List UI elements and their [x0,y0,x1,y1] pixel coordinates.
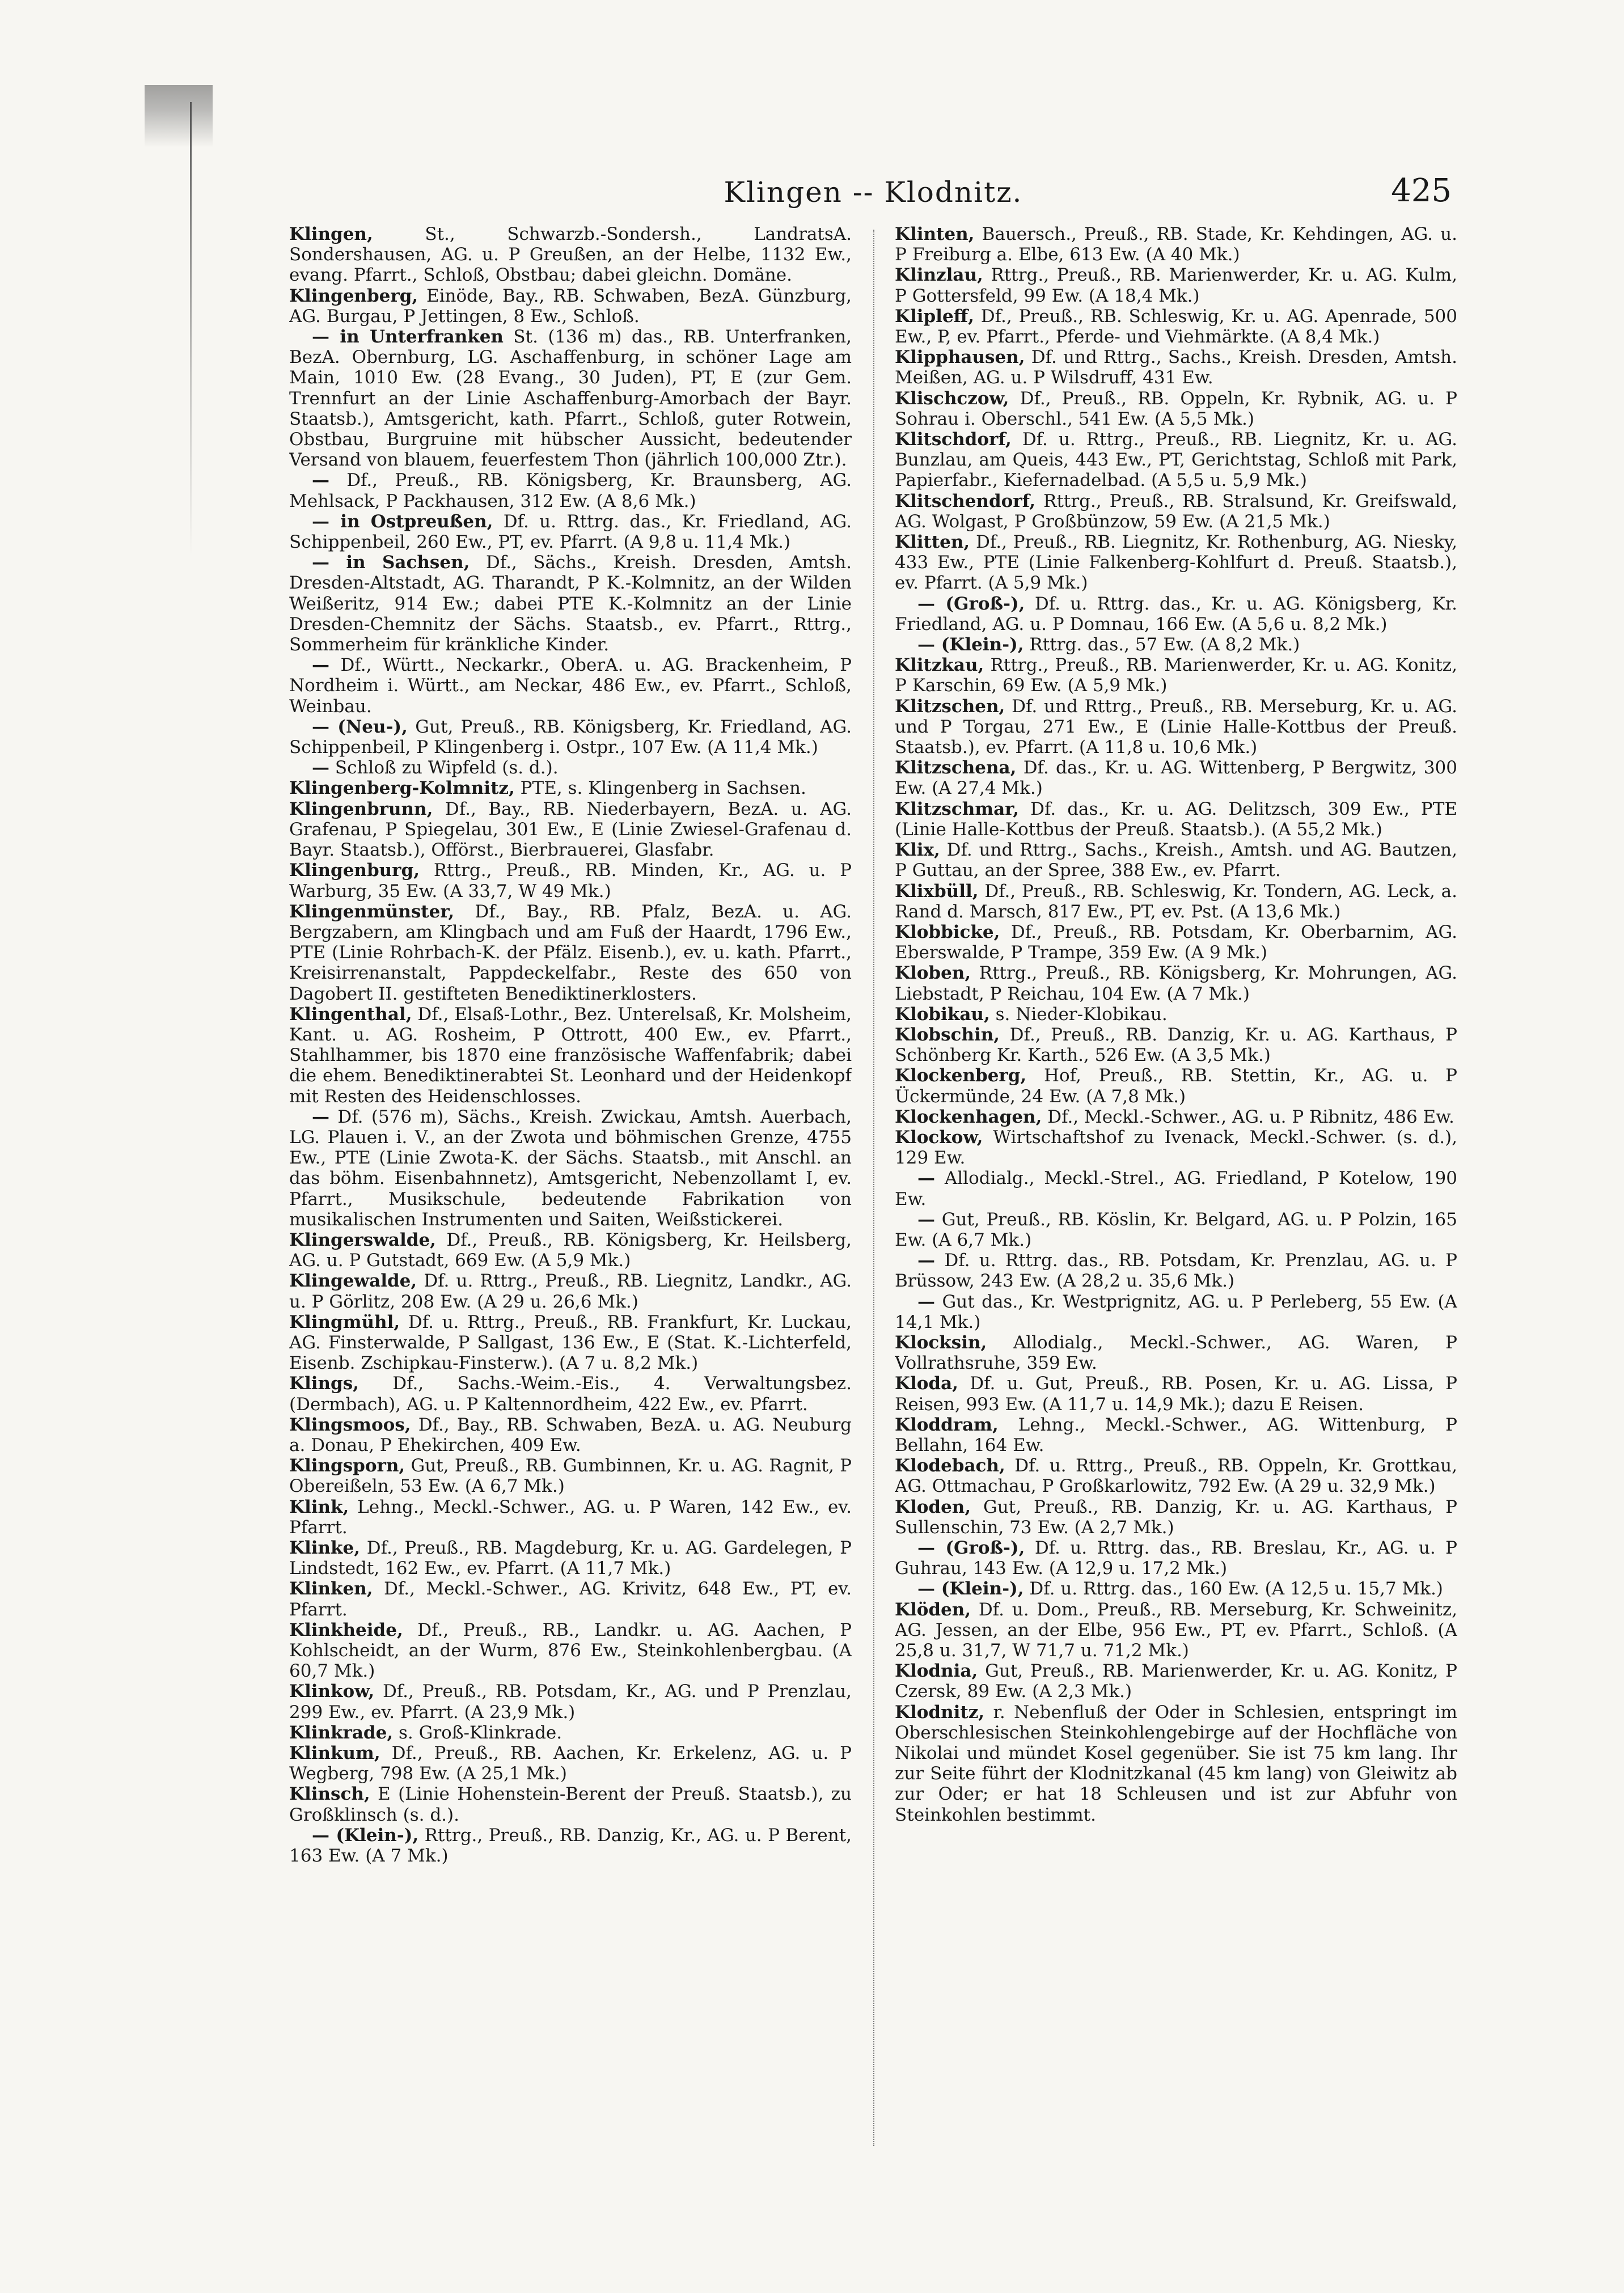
dictionary-entry [289,1825,852,1866]
entry-headword: Klöden, [895,1599,971,1620]
dictionary-entry [289,224,852,286]
entry-headword: — [917,1250,935,1271]
entry-text: Df., Preuß., RB. Aachen, Kr. Erkelenz, AG. u. P Wegberg, 798 Ew. (A 25,1 Mk.) [289,1743,852,1784]
entry-text: Df., Preuß., RB. Danzig, Kr. u. AG. Karthaus, P Schönberg Kr. Karth., 526 Ew. (A 3,5 Mk.) [895,1024,1457,1066]
entry-text: Df., Bay., RB. Schwaben, BezA. u. AG. Neuburg a. Donau, P Ehekirchen, 409 Ew. [289,1414,852,1456]
entry-text: Df. u. Dom., Preuß., RB. Merseburg, Kr. Schweinitz, AG. Jessen, an der Elbe, 956 Ew., PT, ev. Pfarrt., Schloß. (A 25,8 u. 31,7, W 71,7 u. 71,2 Mk.) [895,1599,1457,1661]
entry-text: Df., Preuß., RB. Königsberg, Kr. Braunsberg, AG. Mehlsack, P Packhausen, 312 Ew. (A 8,6 Mk.) [289,470,852,511]
dictionary-entry [895,491,1457,532]
entry-text: Df. u. Rttrg., Preuß., RB. Liegnitz, Landkr., AG. u. P Görlitz, 208 Ew. (A 29 u. 26,6 Mk.) [289,1271,852,1312]
entry-headword: Klinken, [289,1579,373,1600]
entry-text: Df. u. Rttrg. das., Kr. Friedland, AG. Schippenbeil, 260 Ew., PT, ev. Pfarrt. (A 9,8 u. 11,4 Mk.) [289,511,852,553]
page-number: 425 [1391,172,1452,209]
entry-headword: Klischczow, [895,388,1009,409]
dictionary-entry [895,1415,1457,1456]
entry-headword: Klitzkau, [895,655,984,676]
dictionary-entry [289,1538,852,1579]
entry-headword: Klingenmünster, [289,901,455,922]
entry-text: Allodialg., Meckl.-Schwer., AG. Waren, P Vollrathsruhe, 359 Ew. [895,1332,1457,1374]
entry-text: Gut das., Kr. Westprignitz, AG. u. P Perleberg, 55 Ew. (A 14,1 Mk.) [895,1291,1457,1332]
entry-text: Lehng., Meckl.-Schwer., AG. u. P Waren, 142 Ew., ev. Pfarrt. [289,1496,852,1538]
dictionary-entry [289,1456,852,1496]
entry-text: Df., Sächs., Kreish. Dresden, Amtsh. Dresden-Altstadt, AG. Tharandt, P K.-Kolmnitz, an der Wilden Weißeritz, 914 Ew.; dabei PTE K.-Kolmnitz an der Linie Dresden-Chemnitz der Sächs. Staatsb., ev. Pfarrt., Rttrg., Sommerheim für kränkliche Kinder. [289,552,852,655]
dictionary-entry [895,922,1457,963]
dictionary-entry [895,881,1457,922]
entry-headword: Klingenberg-Kolmnitz, [289,778,515,799]
entry-headword: — in Unterfranken [312,327,504,348]
entry-text: Df., Meckl.-Schwer., AG. Krivitz, 648 Ew., PT, ev. Pfarrt. [289,1579,852,1620]
entry-headword: Klingenberg, [289,285,418,306]
entry-text: Df. u. Rttrg. das., 160 Ew. (A 12,5 u. 15,7 Mk.) [1029,1579,1443,1600]
entry-headword: Klingsporn, [289,1456,405,1477]
entry-headword: Klinkrade, [289,1722,394,1743]
entry-text: Rttrg., Preuß., RB. Marienwerder, Kr. u. AG. Konitz, P Karschin, 69 Ew. (A 5,9 Mk.) [895,655,1457,696]
dictionary-entry [895,1538,1457,1579]
dictionary-entry [289,778,852,798]
entry-headword: Klinkum, [289,1743,380,1764]
entry-text: Bauersch., Preuß., RB. Stade, Kr. Kehdingen, AG. u. P Freiburg a. Elbe, 613 Ew. (A 40 Mk.) [895,224,1457,265]
dictionary-entry [895,1168,1457,1209]
entry-text: Df., Preuß., RB. Königsberg, Kr. Heilsberg, AG. u. P Gutstadt, 669 Ew. (A 5,9 Mk.) [289,1229,852,1271]
dictionary-entry [895,306,1457,347]
dictionary-entry [895,429,1457,491]
dictionary-entry [895,799,1457,840]
dictionary-entry [895,655,1457,696]
entry-headword: Klinkheide, [289,1619,403,1640]
dictionary-entry [289,1620,852,1682]
dictionary-entry [289,1743,852,1784]
dictionary-entry [895,1127,1457,1168]
entry-text: s. Groß-Klinkrade. [398,1722,563,1743]
dictionary-entry [289,286,852,327]
entry-headword: Klodebach, [895,1456,1005,1477]
entry-headword: Klobschin, [895,1024,1000,1045]
entry-text: Df., Preuß., RB. Schleswig, Kr. Tondern, AG. Leck, a. Rand d. Marsch, 817 Ew., PT, ev. Pst. (A 13,6 Mk.) [895,881,1457,922]
entry-headword: Kloddram, [895,1414,999,1435]
entry-headword: Klipleff, [895,306,974,327]
entry-text: s. Nieder-Klobikau. [995,1004,1168,1025]
right-column [895,224,1457,2220]
dictionary-entry [895,963,1457,1004]
dictionary-entry [289,1784,852,1825]
dictionary-entry [289,1497,852,1538]
entry-headword: Klinkow, [289,1681,375,1702]
entry-headword: Klings, [289,1373,359,1394]
scan-shadow [145,85,213,147]
dictionary-entry [289,758,852,778]
entry-text: Einöde, Bay., RB. Schwaben, BezA. Günzburg, AG. Burgau, P Jettingen, 8 Ew., Schloß. [289,285,852,327]
entry-headword: Klinsch, [289,1784,370,1805]
entry-headword: Klockow, [895,1127,983,1148]
dictionary-entry [895,1579,1457,1599]
entry-text: Allodialg., Meckl.-Strel., AG. Friedland, P Kotelow, 190 Ew. [895,1168,1457,1209]
dictionary-entry [289,902,852,1004]
entry-text: Rttrg., Preuß., RB. Marienwerder, Kr. u. AG. Kulm, P Gottersfeld, 99 Ew. (A 18,4 Mk.) [895,265,1457,306]
left-column [289,224,852,2220]
dictionary-entry [895,265,1457,306]
dictionary-entry [289,1579,852,1619]
entry-headword: Klinke, [289,1538,361,1558]
dictionary-entry [895,1292,1457,1332]
dictionary-entry [289,1373,852,1414]
dictionary-entry [895,1332,1457,1373]
entry-headword: Kloda, [895,1373,958,1394]
dictionary-entry [895,1107,1457,1127]
entry-text: Rttrg., Preuß., RB. Königsberg, Kr. Mohrungen, AG. Liebstadt, P Reichau, 104 Ew. (A 7 Mk.) [895,963,1457,1004]
dictionary-entry [289,1723,852,1743]
entry-headword: — [917,1209,935,1230]
scan-artifact-line [190,102,192,556]
dictionary-entry [289,1271,852,1312]
entry-text: Df., Bay., RB. Niederbayern, BezA. u. AG. Grafenau, P Spiegelau, 301 Ew., E (Linie Zwiesel-Grafenau d. Bayr. Staatsb.), Offörst., Bierbrauerei, Glasfabr. [289,798,852,861]
entry-headword: — in Ostpreußen, [312,511,493,532]
entry-headword: Klitzschena, [895,758,1017,779]
entry-text: Df., Meckl.-Schwer., AG. u. P Ribnitz, 486 Ew. [1047,1106,1454,1127]
entry-headword: Klink, [289,1496,349,1517]
entry-text: Df. und Rttrg., Preuß., RB. Merseburg, Kr. u. AG. und P Torgau, 271 Ew., E (Linie Halle-Kottbus der Preuß. Staatsb.), ev. Pfarrt. (A 11,8 u. 10,6 Mk.) [895,696,1457,758]
entry-headword: — [312,655,329,676]
dictionary-entry [895,347,1457,388]
entry-text: r. Nebenfluß der Oder in Schlesien, entspringt im Oberschlesischen Steinkohlengebirge auf der Hochfläche von Nikolai und mündet Kosel gegenüber. Sie ist 75 km lang. Ihr zur Seite führt der Klodnitzkanal (45 km lang) von Gleiwitz ab zur Oder; er hat 18 Schleusen und ist zur Abfuhr von Steinkohlen bestimmt. [895,1702,1457,1825]
entry-text: Wirtschaftshof zu Ivenack, Meckl.-Schwer. (s. d.), 129 Ew. [895,1127,1457,1169]
entry-text: Df. u. Rttrg. das., RB. Breslau, Kr., AG. u. P Guhrau, 143 Ew. (A 12,9 u. 17,2 Mk.) [895,1538,1457,1579]
entry-text: St. (136 m) das., RB. Unterfranken, BezA. Obernburg, LG. Aschaffenburg, in schöner Lage am Main, 1010 Ew. (28 Evang., 30 Juden), PT, E (zur Gem. Trennfurt an der Linie Aschaffenburg-Amorbach der Bayr. Staatsb.), Amtsgericht, kath. Pfarrt., Schloß, guter Rotwein, Obstbau, Burgruine mit hübscher Aussicht, bedeutender Versand von blauem, feuerfestem Thon (jährlich 100,000 Ztr.). [289,327,852,471]
entry-text: Df. (576 m), Sächs., Kreish. Zwickau, Amtsh. Auerbach, LG. Plauen i. V., an der Zwota und böhmischen Grenze, 4755 Ew., PTE (Linie Zwota-K. der Sächs. Staatsb., mit Anschl. an das böhm. Eisenbahnnetz), Amtsgericht, Nebenzollamt I, ev. Pfarrt., Musikschule, bedeutende Fabrikation von musikalischen Instrumenten und Saiten, Weißstickerei. [289,1106,852,1230]
entry-headword: Klingenthal, [289,1004,412,1025]
entry-text: Df. und Rttrg., Sachs., Kreish., Amtsh. und AG. Bautzen, P Guttau, an der Spree, 388 Ew., ev. Pfarrt. [895,840,1457,881]
dictionary-entry [289,1230,852,1271]
entry-headword: Kloden, [895,1496,971,1517]
dictionary-entry [895,1661,1457,1702]
dictionary-entry [895,224,1457,265]
dictionary-entry [895,1065,1457,1106]
entry-text: Df. u. Gut, Preuß., RB. Posen, Kr. u. AG. Lissa, P Reisen, 993 Ew. (A 11,7 u. 14,9 Mk.); dazu E Reisen. [895,1373,1457,1415]
entry-text: Df., Elsaß-Lothr., Bez. Unterelsaß, Kr. Molsheim, Kant. u. AG. Rosheim, P Ottrott, 400 Ew., ev. Pfarrt., Stahlhammer, bis 1870 eine französische Waffenfabrik; dabei die ehem. Benediktinerabtei St. Leonhard und der Heidenkopf mit Resten des Heidenschlosses. [289,1004,852,1107]
entry-headword: — in Sachsen, [312,552,470,573]
text-columns [289,224,1457,2220]
entry-text: E (Linie Hohenstein-Berent der Preuß. Staatsb.), zu Großklinsch (s. d.). [289,1784,852,1825]
entry-headword: — (Klein-), [312,1825,419,1846]
entry-headword: Klobikau, [895,1004,990,1025]
dictionary-entry [289,655,852,717]
entry-headword: Klitzschen, [895,696,1005,717]
dictionary-entry [895,1373,1457,1414]
entry-text: Hof, Preuß., RB. Stettin, Kr., AG. u. P Ückermünde, 24 Ew. (A 7,8 Mk.) [895,1065,1457,1107]
entry-text: Df., Württ., Neckarkr., OberA. u. AG. Brackenheim, P Nordheim i. Württ., am Neckar, 486 Ew., ev. Pfarrt., Schloß, Weinbau. [289,655,852,717]
entry-text: Rttrg., Preuß., RB. Stralsund, Kr. Greifswald, AG. Wolgast, P Großbünzow, 59 Ew. (A 21,5 Mk.) [895,490,1457,532]
entry-text: Df., Preuß., RB. Schleswig, Kr. u. AG. Apenrade, 500 Ew., P, ev. Pfarrt., Pferde- und Viehmärkte. (A 8,4 Mk.) [895,306,1457,348]
entry-text: Rttrg. das., 57 Ew. (A 8,2 Mk.) [1029,634,1300,655]
dictionary-entry [895,1209,1457,1250]
entry-headword: Klockenberg, [895,1065,1027,1086]
entry-text: Gut, Preuß., RB. Köslin, Kr. Belgard, AG. u. P Polzin, 165 Ew. (A 6,7 Mk.) [895,1209,1457,1250]
entry-headword: Klitzschmar, [895,798,1020,819]
entry-text: Df., Bay., RB. Pfalz, BezA. u. AG. Bergzabern, am Klingbach und am Fuß der Haardt, 1796 Ew., PTE (Linie Rohrbach-K. der Pfälz. Eisenb.), ev. u. kath. Pfarrt., Kreisirrenanstalt, Pappdeckelfabr., Reste des 650 von Dagobert II. gestifteten Benediktinerklosters. [289,901,852,1004]
entry-text: Df., Preuß., RB. Potsdam, Kr., AG. und P Prenzlau, 299 Ew., ev. Pfarrt. (A 23,9 Mk.) [289,1681,852,1723]
entry-headword: Klobbicke, [895,921,1000,942]
dictionary-entry [895,1600,1457,1661]
dictionary-entry [895,1497,1457,1538]
dictionary-entry [289,511,852,552]
entry-headword: Klitschendorf, [895,490,1036,511]
running-head: Klingen -- Klodnitz. [724,176,1023,209]
entry-text: Df., Preuß., RB. Magdeburg, Kr. u. AG. Gardelegen, P Lindstedt, 162 Ew., ev. Pfarrt. (A 11,7 Mk.) [289,1538,852,1579]
entry-headword: Klocksin, [895,1332,987,1353]
entry-headword: Klinten, [895,224,975,244]
dictionary-entry [895,1250,1457,1291]
entry-text: Df. u. Rttrg. das., Kr. u. AG. Königsberg, Kr. Friedland, AG. u. P Domnau, 166 Ew. (A 5,6 u. 8,2 Mk.) [895,593,1457,634]
entry-text: Df., Preuß., RB. Potsdam, Kr. Oberbarnim, AG. Eberswalde, P Trampe, 359 Ew. (A 9 Mk.) [895,921,1457,963]
dictionary-entry [289,860,852,901]
entry-headword: Klingenbrunn, [289,798,433,819]
entry-text: Gut, Preuß., RB. Marienwerder, Kr. u. AG. Konitz, P Czersk, 89 Ew. (A 2,3 Mk.) [895,1661,1457,1702]
entry-headword: Klingen, [289,224,373,244]
entry-text: Df. u. Rttrg., Preuß., RB. Frankfurt, Kr. Luckau, AG. Finsterwalde, P Sallgast, 136 Ew., E (Stat. K.-Lichterfeld, Eisenb. Zschipkau-Finsterw.). (A 7 u. 8,2 Mk.) [289,1312,852,1374]
entry-headword: Klodnitz, [895,1702,985,1723]
entry-text: Rttrg., Preuß., RB. Minden, Kr., AG. u. P Warburg, 35 Ew. (A 33,7, W 49 Mk.) [289,860,852,902]
entry-headword: Kloben, [895,963,971,984]
entry-headword: Klockenhagen, [895,1106,1042,1127]
entry-text: Gut, Preuß., RB. Danzig, Kr. u. AG. Karthaus, P Sullenschin, 73 Ew. (A 2,7 Mk.) [895,1496,1457,1538]
entry-text: St., Schwarzb.-Sondersh., LandratsA. Sondershausen, AG. u. P Greußen, an der Helbe, 1132 Ew., evang. Pfarrt., Schloß, Obstbau; dabei gleichn. Domäne. [289,224,852,286]
entry-text: Df., Preuß., RB. Liegnitz, Kr. Rothenburg, AG. Niesky, 433 Ew., PTE (Linie Falkenberg-Kohlfurt d. Preuß. Staatsb.), ev. Pfarrt. (A 5,9 Mk.) [895,532,1457,594]
entry-text: Schloß zu Wipfeld (s. d.). [335,758,559,779]
entry-text: Df. u. Rttrg., Preuß., RB. Liegnitz, Kr. u. AG. Bunzlau, am Queis, 443 Ew., PT, Gerichtstag, Schloß mit Park, Papierfabr., Kiefernadelbad. (A 5,5 u. 5,9 Mk.) [895,429,1457,491]
dictionary-entry [895,840,1457,881]
entry-headword: Klingmühl, [289,1312,400,1332]
entry-headword: Klix, [895,840,940,861]
entry-headword: — [917,1291,935,1312]
entry-headword: Klingenburg, [289,860,420,881]
entry-headword: — [312,470,329,491]
dictionary-entry [895,758,1457,798]
entry-headword: — (Klein-), [917,1579,1024,1600]
dictionary-entry [289,552,852,655]
dictionary-entry [895,1004,1457,1025]
page-header [295,170,1452,215]
entry-headword: — [917,1168,935,1189]
entry-headword: Klodnia, [895,1661,978,1682]
entry-headword: — [312,758,329,779]
entry-headword: Klitten, [895,532,970,553]
entry-headword: — [312,1106,329,1127]
entry-headword: Klixbüll, [895,881,979,902]
column-divider [873,230,874,2146]
dictionary-entry [895,1702,1457,1825]
dictionary-entry [289,1681,852,1722]
entry-headword: Klingewalde, [289,1271,417,1292]
dictionary-entry [289,1107,852,1230]
dictionary-entry [289,470,852,511]
entry-text: Lehng., Meckl.-Schwer., AG. Wittenburg, P Bellahn, 164 Ew. [895,1414,1457,1456]
entry-text: Df. u. Rttrg., Preuß., RB. Oppeln, Kr. Grottkau, AG. Ottmachau, P Großkarlowitz, 792 Ew. (A 29 u. 32,9 Mk.) [895,1456,1457,1497]
entry-headword: Klipphausen, [895,347,1025,368]
dictionary-entry [289,1004,852,1107]
entry-headword: — (Neu-), [312,716,408,737]
entry-headword: Klingerswalde, [289,1229,436,1250]
entry-text: Df. u. Rttrg. das., RB. Potsdam, Kr. Prenzlau, AG. u. P Brüssow, 243 Ew. (A 28,2 u. 35,6 Mk.) [895,1250,1457,1292]
entry-text: Gut, Preuß., RB. Gumbinnen, Kr. u. AG. Ragnit, P Obereißeln, 53 Ew. (A 6,7 Mk.) [289,1456,852,1497]
dictionary-entry [895,594,1457,634]
entry-headword: — (Groß-), [917,1538,1025,1558]
entry-headword: Klitschdorf, [895,429,1012,450]
entry-text: Df., Preuß., RB. Oppeln, Kr. Rybnik, AG. u. P Sohrau i. Oberschl., 541 Ew. (A 5,5 Mk.) [895,388,1457,429]
dictionary-entry [895,388,1457,429]
entry-text: Rttrg., Preuß., RB. Danzig, Kr., AG. u. P Berent, 163 Ew. (A 7 Mk.) [289,1825,852,1867]
entry-headword: — (Klein-), [917,634,1024,655]
entry-headword: — (Groß-), [917,593,1025,614]
entry-text: Df., Sachs.-Weim.-Eis., 4. Verwaltungsbez. (Dermbach), AG. u. P Kaltennordheim, 422 Ew., ev. Pfarrt. [289,1373,852,1415]
entry-headword: Klingsmoos, [289,1414,411,1435]
dictionary-entry [289,1415,852,1456]
dictionary-entry [895,1025,1457,1065]
entry-text: Df., Preuß., RB., Landkr. u. AG. Aachen, P Kohlscheidt, an der Wurm, 876 Ew., Steinkohlenbergbau. (A 60,7 Mk.) [289,1619,852,1682]
dictionary-entry [895,634,1457,655]
dictionary-entry [289,327,852,470]
dictionary-entry [289,799,852,861]
dictionary-entry [895,1456,1457,1496]
entry-text: PTE, s. Klingenberg in Sachsen. [520,778,806,799]
entry-text: Df. das., Kr. u. AG. Wittenberg, P Bergwitz, 300 Ew. (A 27,4 Mk.) [895,758,1457,799]
entry-text: Gut, Preuß., RB. Königsberg, Kr. Friedland, AG. Schippenbeil, P Klingenberg i. Ostpr., 107 Ew. (A 11,4 Mk.) [289,716,852,758]
entry-headword: Klinzlau, [895,265,983,286]
dictionary-entry [289,717,852,758]
dictionary-entry [895,532,1457,594]
dictionary-entry [895,696,1457,758]
entry-text: Df. und Rttrg., Sachs., Kreish. Dresden, Amtsh. Meißen, AG. u. P Wilsdruff, 431 Ew. [895,347,1457,388]
entry-text: Df. das., Kr. u. AG. Delitzsch, 309 Ew., PTE (Linie Halle-Kottbus der Preuß. Staatsb.). (A 55,2 Mk.) [895,798,1457,840]
dictionary-entry [289,1312,852,1374]
